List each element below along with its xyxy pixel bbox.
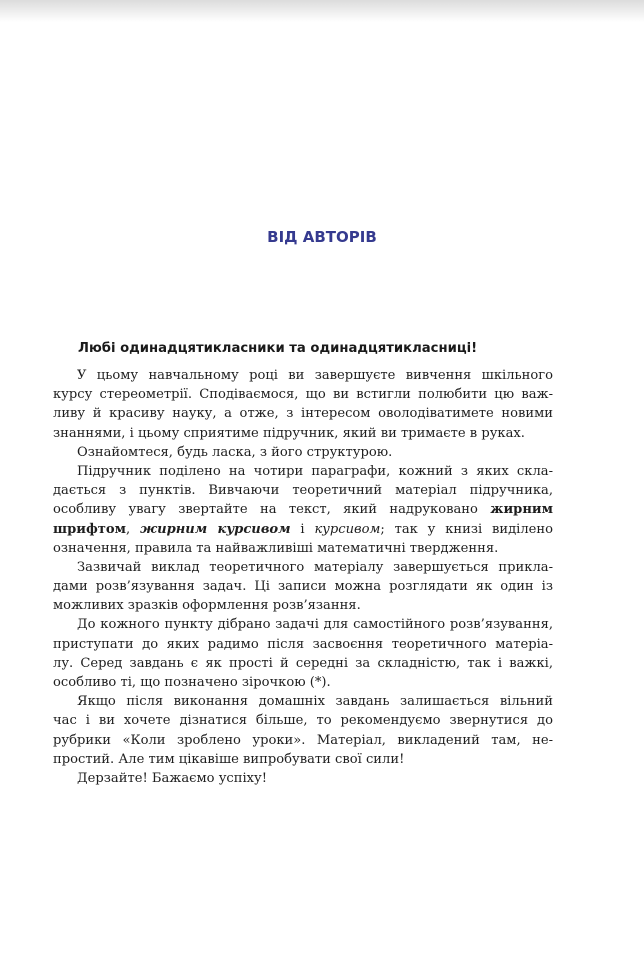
text-line (53, 577, 553, 596)
text-segment: дається з пунктів. Вивчаючи теоретичний матеріал підручника, (53, 483, 553, 499)
text-segment: Ознайомтеся, будь ласка, з його структурою. (77, 444, 393, 460)
text-line (53, 596, 553, 615)
text-segment: приступати до яких радимо після засвоєння теоретичного матеріа- (53, 636, 553, 652)
text-segment: У цьому навчальному році ви завершуєте вивчення шкільного (77, 368, 553, 383)
text-segment: ливу й красиву науку, а отже, з інтересом оволодіватимете новими (53, 406, 553, 422)
text-line (53, 424, 553, 443)
text-segment: рубрики «Коли зроблено уроки». Матеріал, викладений там, не- (53, 732, 553, 748)
text-segment: час і ви хочете дізнатися більше, то рекомендуємо звернутися до (53, 713, 553, 729)
text-segment: особливу увагу звертайте на текст, який надруковано (53, 502, 491, 518)
text-segment: жирним (490, 502, 553, 518)
text-segment: особливо ті, що позначено зірочкою (*). (53, 675, 331, 690)
text-segment: жирним курсивом (139, 521, 291, 537)
text-line (53, 692, 553, 711)
text-segment: До кожного пункту дібрано задачі для самостійного розв’язування, (77, 617, 553, 633)
text-line (53, 520, 553, 539)
text-line (53, 731, 553, 750)
text-segment: Зазвичай виклад теоретичного матеріалу завершується прикла- (77, 559, 553, 575)
text-line (53, 500, 553, 519)
greeting-heading: Любі одинадцятикласники та одинадцятикласниці! (78, 341, 478, 356)
page-title: ВІД АВТОРІВ (267, 228, 377, 246)
text-segment: і (290, 521, 315, 537)
text-line (53, 481, 553, 500)
text-line (53, 443, 553, 462)
text-line (53, 615, 553, 634)
text-line (53, 635, 553, 654)
text-line (53, 404, 553, 423)
text-line (53, 366, 553, 385)
text-segment: означення, правила та найважливіші математичні твердження. (53, 540, 499, 556)
text-segment: курсивом (314, 521, 381, 537)
text-segment: можливих зразків оформлення розв’язання. (53, 598, 361, 614)
text-segment: дами розв’язування задач. Ці записи можна розглядати як один із (53, 579, 553, 595)
text-line (53, 558, 553, 577)
text-segment: Дерзайте! Бажаємо успіху! (77, 770, 268, 786)
text-line (53, 769, 553, 788)
text-line (53, 654, 553, 673)
text-segment: простий. Але тим цікавіше випробувати свої сили! (53, 751, 405, 767)
text-line (53, 711, 553, 730)
text-segment: лу. Серед завдань є як прості й середні за складністю, так і важкі, (53, 655, 553, 671)
body-text (53, 366, 553, 788)
text-segment: шрифтом (53, 521, 126, 537)
text-segment: Якщо після виконання домашніх завдань залишається вільний (77, 694, 553, 710)
text-segment: Підручник поділено на чотири параграфи, кожний з яких скла- (77, 463, 553, 479)
text-segment: , (125, 521, 140, 537)
text-line (53, 673, 553, 692)
text-line (53, 385, 553, 404)
text-segment: ; так у книзі виділено (380, 521, 554, 537)
text-segment: курсу стереометрії. Сподіваємося, що ви встигли полюбити цю важ- (53, 387, 553, 403)
text-line (53, 462, 553, 481)
text-line (53, 750, 553, 769)
text-segment: знаннями, і цьому сприятиме підручник, який ви тримаєте в руках. (53, 425, 525, 441)
text-line (53, 539, 553, 558)
